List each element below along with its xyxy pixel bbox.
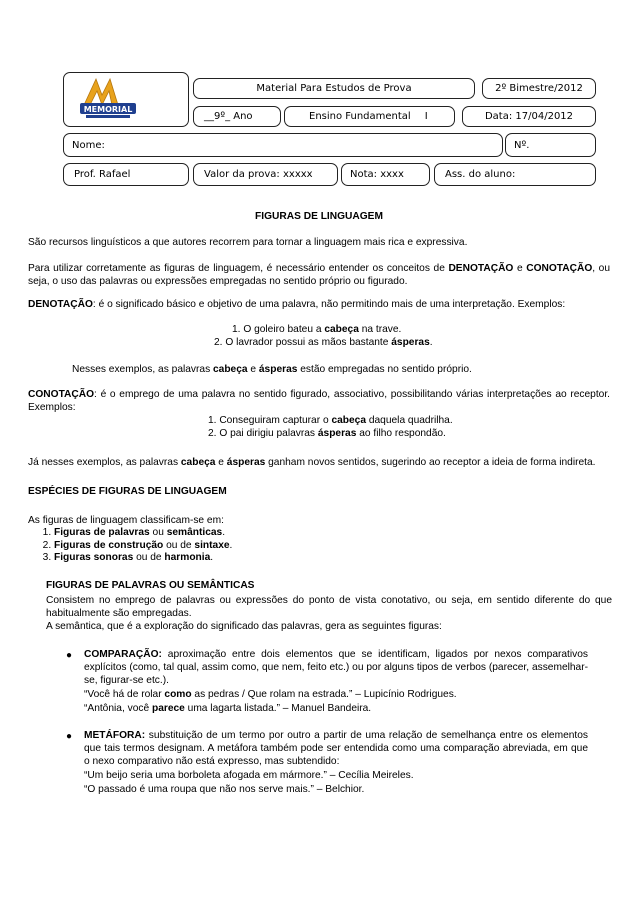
ensino-nivel: I — [424, 111, 428, 122]
nota-box[interactable] — [341, 163, 430, 186]
bullet-icon: ● — [66, 650, 73, 661]
denotacao-example-2: 2. O lavrador possui as mãos bastante ásperas. — [214, 337, 433, 348]
valor-label: Valor da prova: xxxxx — [204, 169, 313, 180]
metafora-definition: METÁFORA: substituição de um termo por outro a partir de uma relação de semelhança entre os elementos que tais termos designam. A metáfora também pode ser entendida como uma comparação abreviada, em que o nexo comparativo não está expresso, mas subtendido: — [84, 730, 588, 767]
numero-label: Nº. — [514, 139, 530, 151]
list-item: 1. Figuras de palavras ou semânticas. — [54, 527, 606, 540]
bimestre-label: 2º Bimestre/2012 — [495, 83, 583, 94]
ano-box — [193, 106, 281, 127]
ensino-box — [284, 106, 455, 127]
metafora-quote-2: “O passado é uma roupa que não nos serve mais.” – Belchior. — [84, 784, 365, 795]
ano-label: __9º_ Ano — [204, 111, 253, 122]
conotacao-example-2: 2. O pai dirigiu palavras ásperas ao filho respondão. — [208, 428, 446, 439]
bimestre-box — [482, 78, 596, 99]
doc-title: FIGURAS DE LINGUAGEM — [255, 211, 383, 222]
especies-list — [24, 527, 606, 565]
ensino-label: Ensino Fundamental — [309, 111, 411, 122]
conotacao-note: Já nesses exemplos, as palavras cabeça e ásperas ganham novos sentidos, sugerindo ao receptor a ideia de forma indireta. — [28, 457, 596, 468]
comparacao-quote-1: “Você há de rolar como as pedras / Que rolam na estrada.” – Lupicínio Rodrigues. — [84, 689, 457, 700]
ass-label: Ass. do aluno: — [445, 169, 516, 180]
nome-box[interactable] — [63, 133, 503, 157]
svg-text:MEMORIAL: MEMORIAL — [83, 105, 133, 114]
school-logo — [78, 75, 138, 121]
numero-box[interactable] — [505, 133, 596, 157]
conotacao-example-1: 1. Conseguiram capturar o cabeça daquela quadrilha. — [208, 415, 453, 426]
intro-paragraph: São recursos linguísticos a que autores recorrem para tornar a linguagem mais rica e expressiva. — [28, 237, 468, 248]
paragraph-concepts: Para utilizar corretamente as figuras de linguagem, é necessário entender os conceitos de DENOTAÇÃO e CONOTAÇÃO, ou seja, o uso das palavras ou expressões empregadas no sentido próprio ou figurado. — [28, 263, 611, 287]
data-box — [462, 106, 596, 127]
data-label: Data: 17/04/2012 — [484, 111, 574, 122]
denotacao-example-1: 1. O goleiro bateu a cabeça na trave. — [232, 324, 402, 335]
denotacao-definition: DENOTAÇÃO: é o significado básico e objetivo de uma palavra, não permitindo mais de uma interpretação. Exemplos: — [28, 299, 566, 310]
prof-box — [63, 163, 189, 186]
prof-label: Prof. Rafael — [74, 169, 131, 180]
list-item: 2. Figuras de construção ou de sintaxe. — [54, 540, 606, 553]
especies-intro: As figuras de linguagem classificam-se em: — [28, 515, 224, 526]
material-title: Material Para Estudos de Prova — [256, 83, 412, 94]
material-title-box — [193, 78, 475, 99]
semanticas-figures-intro: A semântica, que é a exploração do significado das palavras, gera as seguintes figuras: — [46, 621, 442, 632]
semanticas-paragraph: Consistem no emprego de palavras ou expressões do ponto de vista conotativo, ou seja, em sentido diferente do que habitualmente são empregadas. — [46, 595, 612, 619]
especies-title: ESPÉCIES DE FIGURAS DE LINGUAGEM — [28, 486, 227, 497]
nota-label: Nota: xxxx — [350, 169, 404, 180]
ass-box[interactable] — [434, 163, 596, 186]
bullet-icon: ● — [66, 731, 73, 742]
nome-label: Nome: — [72, 139, 105, 151]
valor-box — [193, 163, 338, 186]
list-item: 3. Figuras sonoras ou de harmonia. — [54, 552, 606, 565]
conotacao-definition: CONOTAÇÃO: é o emprego de uma palavra no sentido figurado, associativo, possibilitando várias interpretações ao receptor. Exemplos: — [28, 389, 610, 413]
semanticas-title: FIGURAS DE PALAVRAS OU SEMÂNTICAS — [46, 580, 255, 591]
comparacao-definition: COMPARAÇÃO: aproximação entre dois elementos que se identificam, ligados por nexos comparativos explícitos (como, tal qual, assim como, que nem, feito etc.) ou por alguns tipos de verbos (parecer, assemelhar-se, figurar-se etc.). — [84, 649, 588, 686]
denotacao-note: Nesses exemplos, as palavras cabeça e ásperas estão empregadas no sentido próprio. — [72, 364, 472, 375]
metafora-quote-1: “Um beijo seria uma borboleta afogada em mármore.” – Cecília Meireles. — [84, 770, 414, 781]
comparacao-quote-2: “Antônia, você parece uma lagarta listada.” – Manuel Bandeira. — [84, 703, 372, 714]
